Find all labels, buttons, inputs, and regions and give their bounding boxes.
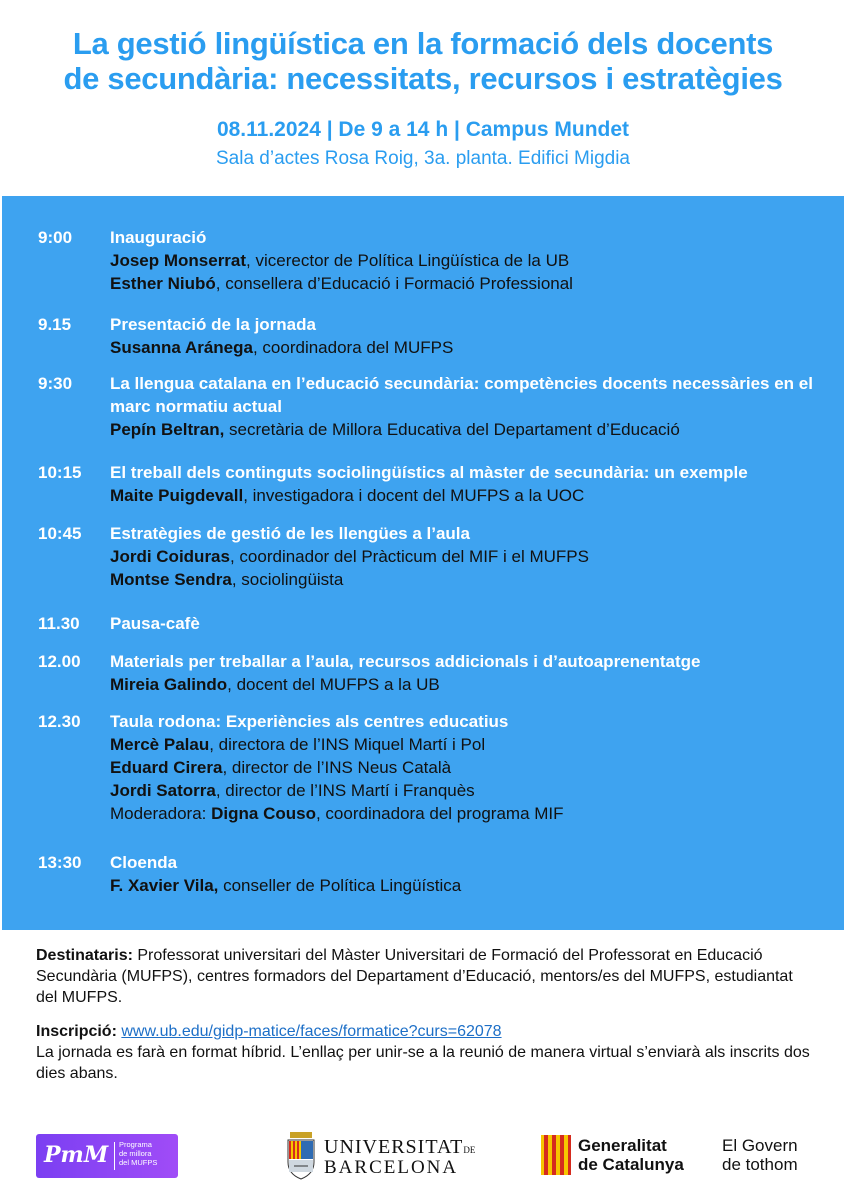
generalitat-line-1: Generalitat	[578, 1136, 667, 1155]
speaker-role: , director de l’INS Neus Català	[222, 758, 452, 777]
speaker-role: , consellera d’Educació i Formació Professional	[215, 274, 573, 293]
speaker-name: Jordi Satorra	[110, 781, 216, 800]
program-title: La llengua catalana en l’educació secundària: competències docents necessàries en el marc normatiu actual	[110, 374, 813, 416]
govern-logo	[722, 1136, 798, 1174]
speaker-line	[110, 336, 820, 359]
ub-de: DE	[463, 1145, 476, 1155]
generalitat-text	[578, 1136, 684, 1174]
speaker-name: Jordi Coiduras	[110, 547, 230, 566]
program-time: 9:00	[38, 228, 73, 247]
speaker-role: secretària de Millora Educativa del Departament d’Educació	[224, 420, 680, 439]
page-title	[0, 26, 846, 96]
speaker-name: Mercè Palau	[110, 735, 210, 754]
program-content	[110, 851, 820, 897]
destinataris-paragraph	[36, 945, 816, 1008]
program-time: 12.00	[38, 652, 81, 671]
program-time: 10:45	[38, 524, 82, 543]
header	[0, 0, 846, 196]
pmm-logo-text: Programa de millora del MUFPS	[119, 1140, 158, 1167]
logos-bar	[0, 1130, 846, 1190]
destinataris-label: Destinataris:	[36, 947, 133, 964]
program-title: Taula rodona: Experiències als centres educatius	[110, 712, 509, 731]
speaker-role: , coordinadora del programa MIF	[315, 804, 564, 823]
speaker-line	[110, 568, 820, 591]
ub-shield-icon	[286, 1132, 316, 1180]
hybrid-note: La jornada es farà en format híbrid. L’enllaç per unir-se a la reunió de manera virtual s’enviarà als inscrits dos dies abans.	[36, 1044, 810, 1082]
speaker-role: , coordinador del Pràcticum del MIF i el MUFPS	[229, 547, 589, 566]
program-title: Pausa-cafè	[110, 614, 200, 633]
speaker-role: , investigadora i docent del MUFPS a la UOC	[243, 486, 585, 505]
program-content	[110, 461, 820, 507]
speaker-name: F. Xavier Vila,	[110, 876, 219, 895]
speaker-line	[110, 756, 820, 779]
ub-logo	[286, 1132, 476, 1180]
speaker-line	[110, 249, 820, 272]
program-title: Estratègies de gestió de les llengües a l’aula	[110, 524, 470, 543]
generalitat-emblem-icon	[540, 1134, 572, 1176]
speaker-role: , director de l’INS Martí i Franquès	[215, 781, 475, 800]
destinataris-text: Professorat universitari del Màster Universitari de Formació del Professorat en Educació Secundària (MUFPS), centres formadors del Departament d’Educació, mentors/es del MUFPS, estudiantat del MUFPS.	[36, 947, 793, 1006]
program-time: 11.30	[38, 614, 80, 633]
speaker-line	[110, 779, 820, 802]
program-title: Materials per treballar a l’aula, recursos addicionals i d’autoaprenentatge	[110, 652, 701, 671]
program-content	[110, 612, 820, 635]
program-content	[110, 710, 820, 825]
ub-line-1	[324, 1136, 475, 1159]
program-title: Presentació de la jornada	[110, 315, 316, 334]
program-title: El treball dels continguts sociolingüístics al màster de secundària: un exemple	[110, 463, 748, 482]
speaker-name: Pepín Beltran,	[110, 420, 225, 439]
pmm-logo	[36, 1134, 178, 1178]
speaker-line	[110, 874, 820, 897]
govern-line-2: de tothom	[722, 1155, 798, 1174]
generalitat-line-2: de Catalunya	[578, 1155, 684, 1174]
generalitat-logo	[540, 1134, 710, 1178]
speaker-line	[110, 545, 820, 568]
speaker-name: Maite Puigdevall	[110, 486, 244, 505]
program-time: 10:15	[38, 463, 82, 482]
ub-line-2: BARCELONA	[324, 1157, 459, 1178]
speaker-role: , coordinadora del MUFPS	[252, 338, 454, 357]
program-content	[110, 372, 820, 441]
inscripcio-paragraph	[36, 1021, 816, 1042]
speaker-prefix: Moderadora:	[110, 804, 212, 823]
program-time: 9.15	[38, 315, 72, 334]
program-content	[110, 650, 820, 696]
speaker-role: , directora de l’INS Miquel Martí i Pol	[209, 735, 486, 754]
speaker-name: Mireia Galindo	[110, 675, 228, 694]
inscripcio-label: Inscripció:	[36, 1023, 117, 1040]
date-line: 08.11.2024 | De 9 a 14 h | Campus Mundet	[216, 118, 630, 141]
pmm-logo-divider	[114, 1142, 115, 1170]
program-content	[110, 313, 820, 359]
title-line-1: La gestió lingüística en la formació dels docents	[72, 26, 774, 61]
speaker-line	[110, 733, 820, 756]
speaker-line	[110, 802, 820, 825]
title-line-2: de secundària: necessitats, recursos i estratègies	[63, 61, 783, 96]
inscripcio-link[interactable]: www.ub.edu/gidp-matice/faces/formatice?curs=62078	[121, 1023, 502, 1040]
program-content	[110, 226, 820, 295]
pmm-logo-mark: PmM	[44, 1142, 109, 1168]
speaker-name: Digna Couso	[211, 804, 316, 823]
speaker-line	[110, 272, 820, 295]
program-schedule	[0, 196, 846, 930]
speaker-name: Montse Sendra	[110, 570, 232, 589]
ub-universitat: UNIVERSITAT	[324, 1136, 464, 1158]
speaker-name: Esther Niubó	[110, 274, 216, 293]
program-time: 12.30	[38, 712, 81, 731]
speaker-name: Josep Monserrat	[110, 251, 247, 270]
info-section	[36, 945, 816, 1084]
speaker-role: , docent del MUFPS a la UB	[227, 675, 440, 694]
speaker-line	[110, 484, 820, 507]
speaker-role: , sociolingüista	[231, 570, 344, 589]
speaker-line	[110, 673, 820, 696]
govern-line-1: El Govern	[722, 1136, 798, 1155]
program-title: Cloenda	[110, 853, 178, 872]
program-content	[110, 522, 820, 591]
speaker-name: Susanna Aránega	[110, 338, 253, 357]
speaker-line	[110, 418, 820, 441]
speaker-name: Eduard Cirera	[110, 758, 223, 777]
speaker-role: conseller de Política Lingüística	[218, 876, 462, 895]
speaker-role: , vicerector de Política Lingüística de la UB	[246, 251, 570, 270]
program-time: 13:30	[38, 853, 82, 872]
venue-line: Sala d’actes Rosa Roig, 3a. planta. Edifici Migdia	[215, 148, 630, 169]
program-time: 9:30	[38, 374, 73, 393]
program-title: Inauguració	[110, 228, 207, 247]
